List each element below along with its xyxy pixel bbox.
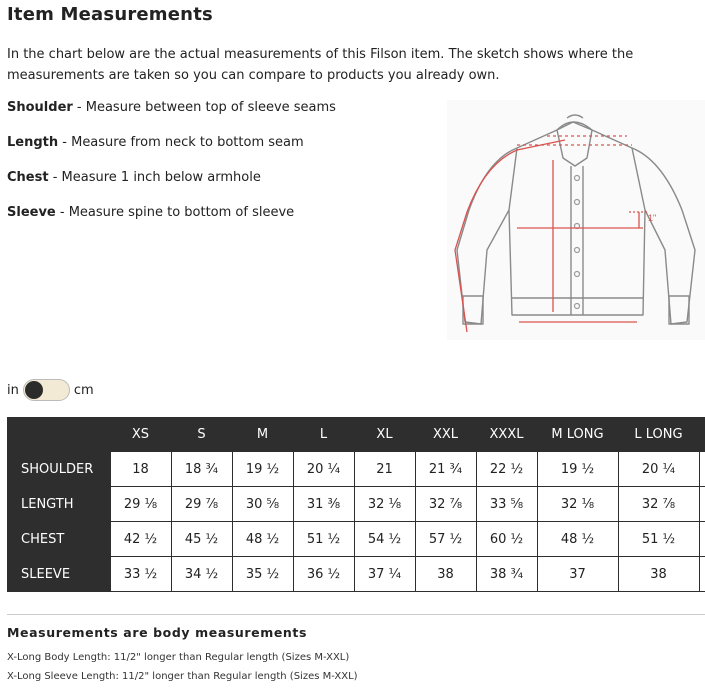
table-cell: 51 ½ xyxy=(293,522,354,557)
table-row xyxy=(7,557,705,592)
corner-cell xyxy=(7,417,110,452)
column-header: M xyxy=(232,417,293,452)
table-cell: 22 ½ xyxy=(476,452,537,487)
row-header: CHEST xyxy=(7,522,110,557)
definition-desc: - Measure between top of sleeve seams xyxy=(72,100,336,115)
column-header: M LONG xyxy=(537,417,618,452)
table-cell: 57 ½ xyxy=(415,522,476,557)
intro-text: In the chart below are the actual measurements of this Filson item. The sketch shows where the measurements are taken so you can compare to products you already own. xyxy=(7,47,634,83)
switch-knob[interactable] xyxy=(25,381,43,399)
table-cell: 20 ¼ xyxy=(293,452,354,487)
table-cell: 37 xyxy=(537,557,618,592)
column-header: L LONG xyxy=(618,417,699,452)
table-cell: 34 ½ xyxy=(171,557,232,592)
table-row xyxy=(7,487,705,522)
column-header: XXL xyxy=(415,417,476,452)
definition-sleeve xyxy=(7,205,294,220)
row-header: LENGTH xyxy=(7,487,110,522)
page-title: Item Measurements xyxy=(7,4,213,25)
overflow-cell xyxy=(699,522,705,557)
table-cell: 36 ½ xyxy=(293,557,354,592)
definition-desc: - Measure 1 inch below armhole xyxy=(48,170,261,185)
overflow-cell xyxy=(699,417,705,452)
definition-length xyxy=(7,135,304,150)
table-header-row xyxy=(7,417,705,452)
definition-term: Chest xyxy=(7,170,49,185)
footer-note-body-length: X-Long Body Length: 11/2" longer than Regular length (Sizes M-XXL) xyxy=(7,652,350,663)
table-cell: 38 ¾ xyxy=(476,557,537,592)
table-cell: 21 ¾ xyxy=(415,452,476,487)
footer-heading: Measurements are body measurements xyxy=(7,625,308,640)
table-cell: 38 xyxy=(415,557,476,592)
table-cell: 54 ½ xyxy=(354,522,415,557)
table-row xyxy=(7,522,705,557)
overflow-cell xyxy=(699,452,705,487)
table-cell: 18 xyxy=(110,452,171,487)
column-header: S xyxy=(171,417,232,452)
table-cell: 29 ⅞ xyxy=(171,487,232,522)
overflow-cell xyxy=(699,487,705,522)
definition-term: Shoulder xyxy=(7,100,73,115)
table-cell: 38 xyxy=(618,557,699,592)
table-cell: 48 ½ xyxy=(232,522,293,557)
table-cell: 32 ⅞ xyxy=(415,487,476,522)
divider xyxy=(7,614,705,615)
table-cell: 33 ½ xyxy=(110,557,171,592)
table-cell: 32 ⅛ xyxy=(537,487,618,522)
unit-in-label[interactable]: in xyxy=(7,382,19,398)
column-header: XS xyxy=(110,417,171,452)
table-cell: 45 ½ xyxy=(171,522,232,557)
table-cell: 35 ½ xyxy=(232,557,293,592)
overflow-cell xyxy=(699,557,705,592)
unit-cm-label[interactable]: cm xyxy=(73,382,94,398)
column-header: XL xyxy=(354,417,415,452)
unit-toggle xyxy=(7,376,94,404)
inch-marker-label: 1" xyxy=(648,213,657,223)
table-cell: 18 ¾ xyxy=(171,452,232,487)
table-cell: 60 ½ xyxy=(476,522,537,557)
table-cell: 32 ⅛ xyxy=(354,487,415,522)
size-chart-table xyxy=(7,417,705,592)
table-cell: 29 ⅛ xyxy=(110,487,171,522)
table-cell: 37 ¼ xyxy=(354,557,415,592)
table-cell: 48 ½ xyxy=(537,522,618,557)
definition-term: Sleeve xyxy=(7,205,56,220)
column-header: XXXL xyxy=(476,417,537,452)
row-header: SLEEVE xyxy=(7,557,110,592)
jacket-sketch xyxy=(447,100,705,340)
footer-note-sleeve-length: X-Long Sleeve Length: 11/2" longer than Regular length (Sizes M-XXL) xyxy=(7,671,358,682)
definition-desc: - Measure from neck to bottom seam xyxy=(58,135,304,150)
table-cell: 30 ⅝ xyxy=(232,487,293,522)
table-cell: 19 ½ xyxy=(232,452,293,487)
unit-switch[interactable] xyxy=(23,379,70,401)
definition-chest xyxy=(7,170,261,185)
table-cell: 51 ½ xyxy=(618,522,699,557)
column-header: L xyxy=(293,417,354,452)
table-cell: 20 ¼ xyxy=(618,452,699,487)
table-cell: 31 ⅜ xyxy=(293,487,354,522)
definition-desc: - Measure spine to bottom of sleeve xyxy=(55,205,295,220)
definition-term: Length xyxy=(7,135,59,150)
definition-shoulder xyxy=(7,100,336,115)
table-row xyxy=(7,452,705,487)
row-header: SHOULDER xyxy=(7,452,110,487)
table-cell: 32 ⅞ xyxy=(618,487,699,522)
table-cell: 21 xyxy=(354,452,415,487)
table-cell: 33 ⅝ xyxy=(476,487,537,522)
table-cell: 42 ½ xyxy=(110,522,171,557)
table-cell: 19 ½ xyxy=(537,452,618,487)
